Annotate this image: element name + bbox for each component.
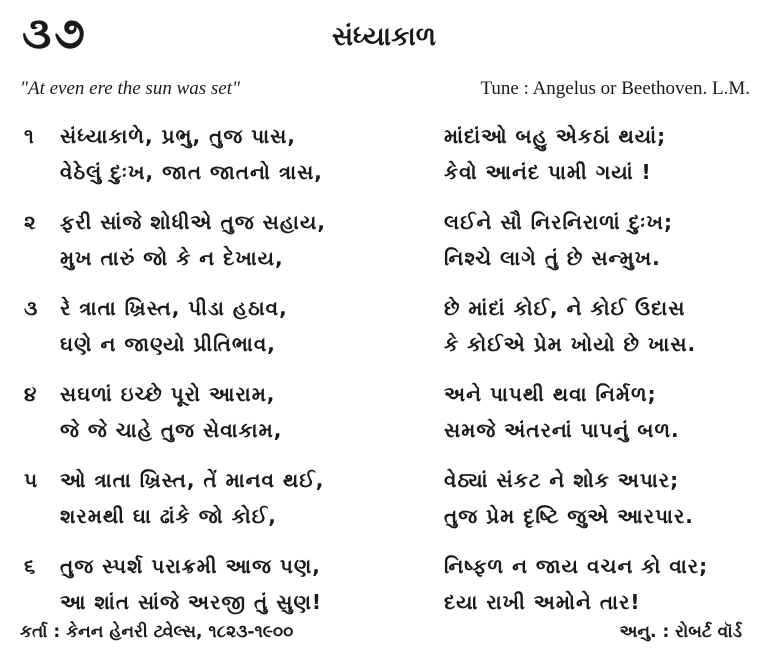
stanza (20, 296, 748, 368)
line-right: છે માંદાં કોઈ, ને કોઈ ઉદાસ (444, 296, 686, 320)
stanza-line (20, 246, 748, 282)
line-left: ઘણે ન જાણ્યો પ્રીતિભાવ, (60, 332, 276, 356)
stanza-line (20, 296, 748, 332)
author-credit: કર્તા : કેનન હેનરી ટ્વેલ્સ, ૧૮૨૩-૧૯૦૦ (20, 622, 294, 642)
line-left: રે ત્રાતા ખ્રિસ્ત, પીડા હઠાવ, (60, 296, 288, 320)
stanza-line (20, 160, 748, 196)
stanza-list (20, 124, 748, 640)
stanza-line (20, 418, 748, 454)
stanza (20, 124, 748, 196)
line-right: તુજ પ્રેમ દૃષ્ટિ જુએ આરપાર. (444, 504, 694, 528)
line-right: દયા રાખી અમોને તાર! (444, 590, 641, 614)
line-right: નિષ્ફળ ન જાય વચન કો વાર; (444, 554, 709, 578)
hymn-number: ૩૭ (22, 8, 88, 59)
line-left: ફરી સાંજે શોધીએ તુજ સહાય, (60, 210, 326, 234)
stanza-line (20, 210, 748, 246)
line-left: આ શાંત સાંજે અરજી તું સુણ! (60, 590, 323, 614)
line-right: લઈને સૌ નિરનિરાળાં દુઃખ; (444, 210, 673, 234)
line-right: વેઠ્યાં સંકટ ને શોક અપાર; (444, 468, 680, 492)
stanza (20, 468, 748, 540)
line-right: સમજે અંતરનાં પાપનું બળ. (444, 418, 680, 442)
stanza-line (20, 554, 748, 590)
line-left: મુખ તારું જો કે ન દેખાય, (60, 246, 284, 270)
line-right: નિશ્ચે લાગે તું છે સન્મુખ. (444, 246, 661, 270)
translator-credit: અનુ. : રોબર્ટ વૉર્ડ (619, 622, 742, 642)
stanza-line (20, 590, 748, 626)
stanza-number: ૪ (24, 382, 37, 406)
stanza-number: ૩ (24, 296, 38, 320)
line-right: માંદાંઓ બહુ એકઠાં થયાં; (444, 124, 667, 148)
tune-info: Tune : Angelus or Beethoven. L.M. (480, 78, 750, 99)
line-left: સઘળાં ઇચ્છે પૂરો આરામ, (60, 382, 276, 406)
stanza-line (20, 382, 748, 418)
stanza-number: ૧ (24, 124, 34, 148)
line-left: સંધ્યાકાળે, પ્રભુ, તુજ પાસ, (60, 124, 296, 148)
stanza-number: ૫ (24, 468, 38, 492)
hymn-title: સંધ્યાકાળ (331, 22, 437, 52)
stanza-number: ૬ (24, 554, 36, 578)
line-left: ઓ ત્રાતા ખ્રિસ્ત, તેં માનવ થઈ, (60, 468, 325, 492)
line-right: કેવો આનંદ પામી ગયાં ! (444, 160, 652, 184)
stanza (20, 210, 748, 282)
stanza-line (20, 468, 748, 504)
line-left: શરમથી ઘા ઢાંકે જો કોઈ, (60, 504, 277, 528)
line-left: જે જે ચાહે તુજ સેવાકામ, (60, 418, 283, 442)
line-right: અને પાપથી થવા નિર્મળ; (444, 382, 657, 406)
line-left: તુજ સ્પર્શ પરાક્રમી આજ પણ, (60, 554, 321, 578)
line-right: કે કોઈએ પ્રેમ ખોયો છે ખાસ. (444, 332, 697, 356)
stanza (20, 554, 748, 626)
stanza-line (20, 504, 748, 540)
stanza-line (20, 332, 748, 368)
stanza (20, 382, 748, 454)
line-left: વેઠેલું દુઃખ, જાત જાતનો ત્રાસ, (60, 160, 323, 184)
stanza-line (20, 124, 748, 160)
english-first-line: "At even ere the sun was set" (20, 78, 240, 99)
stanza-number: ૨ (24, 210, 36, 234)
